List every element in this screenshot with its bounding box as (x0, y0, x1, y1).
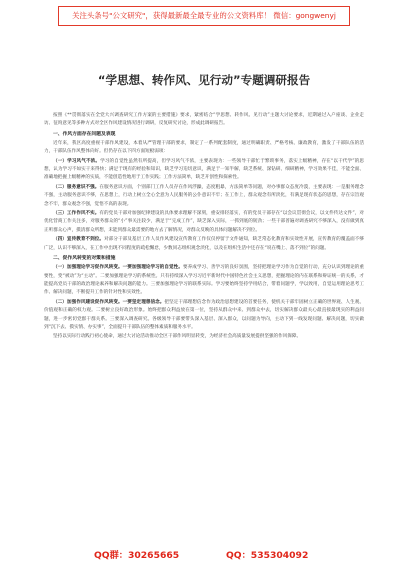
document-body (44, 112, 364, 343)
paragraph-5-text: 对部分干部及基层工作人员作风建设宣传教育工作仅仅停留于文件通知，缺乏常态化教育和实效性开展，宣传教育的覆盖面不够广泛，认识不够深入，在工作中出现不同程度的疏松懈怠，少数同志组织观念淡化，以及在组织生活中还存在“说在嘴上、落不到位”的问题。 (44, 237, 364, 251)
paragraph-5-head: （四）宣传教育不到位。 (53, 237, 105, 243)
paragraph-8: 坚持以实际行动践行初心使命，通过大讨论活动推动全区干部作风明显转变，为经济社会高质量发展提供坚强的作风保障。 (53, 334, 302, 340)
paragraph-6-text: 要养成学习、善学习的良好氛围，坚持把理论学习作为自觉的行动，充分认识到理论的重要性，变“被动”为“主动”。二要加强理论学习的系统性。只有持续深入学习习近平新时代中国特色社会主义思想，把握理论的内在联系和辩证统一的关系，才能提高党员干部的政治理论素养和解决问题的能力。三要加强理论学习的联系实际。学习要始终坚持学用结合，带着问题学，学以致用，自觉运用理论思考工作、解决问题，不断提升工作的针对性和实效性。 (44, 265, 364, 296)
paragraph-3-text: 在服务意识方面，个别部门工作人员存在作风浮躁，态度粗暴，方法简单等问题，对办事群众态度冷漠，主要表现：一是服务理念不强，主动服务意识不够，在思想上，行动上树立全心全意为人民服务的公仆意识不牢；在工作上，群众观念有所淡化，有满足现有状态的思想，存在宗旨观念不牢，群众观念不强，觉悟不高的表现。 (44, 184, 364, 207)
section-heading-1: 一、作风方面存在问题及表现 (53, 131, 116, 137)
paragraph-1: 近年来，我区高度重视干部作风建设，本着从严管理干部的要求，制定了一系列配套制度，通过明确职责、严格考核、廉政教育，激发了干部队伍的活力，干部队伍作风整体向好。但仍存在以下四方面短板弱项： (44, 140, 364, 155)
page-title: “学思想、转作风、见行动”专题调研报告 (97, 73, 311, 87)
paragraph-5 (44, 236, 364, 253)
paragraph-7 (44, 299, 364, 333)
paragraph-7-head: （二）加强作风建设促作风转变。一要坚定理想信念。 (53, 299, 165, 305)
paragraph-4-text: 有的党员干部对加强纪律建设的具体要求理解不深刻，重安排轻落实，有的党员干部存在“以会议贯彻会议，以文件传达文件”，对优化营商工作关注多，对服务群众的“小”事关注较少，满足于“完成工作”，缺乏深入实际，一抓到底的韧劲；一些干部普遍对调查研究不够深入，没有做到真正听群众心声，摸清群众所想，未能到群众最需要的地方去了解情况，对群众反映的具体问题解决不到位。 (44, 211, 364, 233)
paragraph-7-text: 把坚定干部理想信念作为政治思想建设的首要任务，使机关干部牢固树立正确的世界观、人生观、价值观和正确的权力观。二要树立良好政治形象。始终把群众利益放在第一位，坚持从群众中来、到群众中去，切实解决群众最关心最直接最现实的利益问题，进一步密切党群干群关系。三要深入调查研究。各级领导干部要带头深入基层、深入群众，以问题为导向，主动下到一线发现问题、解决问题，切实做到“沉下去、摸实情、办实事”，全面提升干部队伍的整体素质和服务水平。 (44, 299, 364, 330)
contact-footer (0, 545, 408, 565)
paragraph-2-text: 学习的自觉性虽然有所提高，但学习风气不浓，主要表现为：一些领导干部忙于繁琐事务，落实上级精神，存在“以干代学”的思想，认为学习不如实干来得快；满足于现有的经验和知识，缺乏学习迫切意识，满足于一知半解，缺乏系统、深钻研、细研精神，学习效果不佳，不能全面、准确地把握上级精神的实质，不能创造性地用于工作实践；工作方法简单，缺乏开创性和探索性。 (44, 158, 365, 181)
paragraph-3-head: （二）服务意识不强。 (53, 184, 100, 190)
paragraph-2-head: （一）学习风气不浓。 (53, 158, 101, 164)
intro-paragraph: 按照《**贯彻落实在全党大兴调查研究工作方案的主要措施》要求，紧密结合“学思想、转作风、见行动”主题大讨论要求，近期通过入户座谈、企业走访、征询意见等多种方式对全区作风建设情况进行调研，反复研究讨论，形成此调研报告。 (44, 113, 364, 127)
paragraph-3 (44, 184, 364, 209)
qq-group-text: QQ群：30265665 (94, 550, 180, 561)
paragraph-6-head: （一）加强理论学习促作风转变。一要加强理论学习的自觉性。 (53, 265, 183, 271)
section-heading-2: 二、促作风转变的对策和措施 (53, 256, 116, 262)
paragraph-4 (44, 210, 364, 235)
qq-contact-text: QQ：535304092 (226, 550, 309, 561)
paragraph-6 (44, 264, 364, 298)
paragraph-2 (44, 158, 364, 183)
paragraph-4-head: （三）工作作风不实。 (53, 211, 100, 217)
promo-banner: 关注头条号"公文研究"，获得最新最全最专业的公文资料库！ 微信：gongwenyj (58, 6, 350, 26)
